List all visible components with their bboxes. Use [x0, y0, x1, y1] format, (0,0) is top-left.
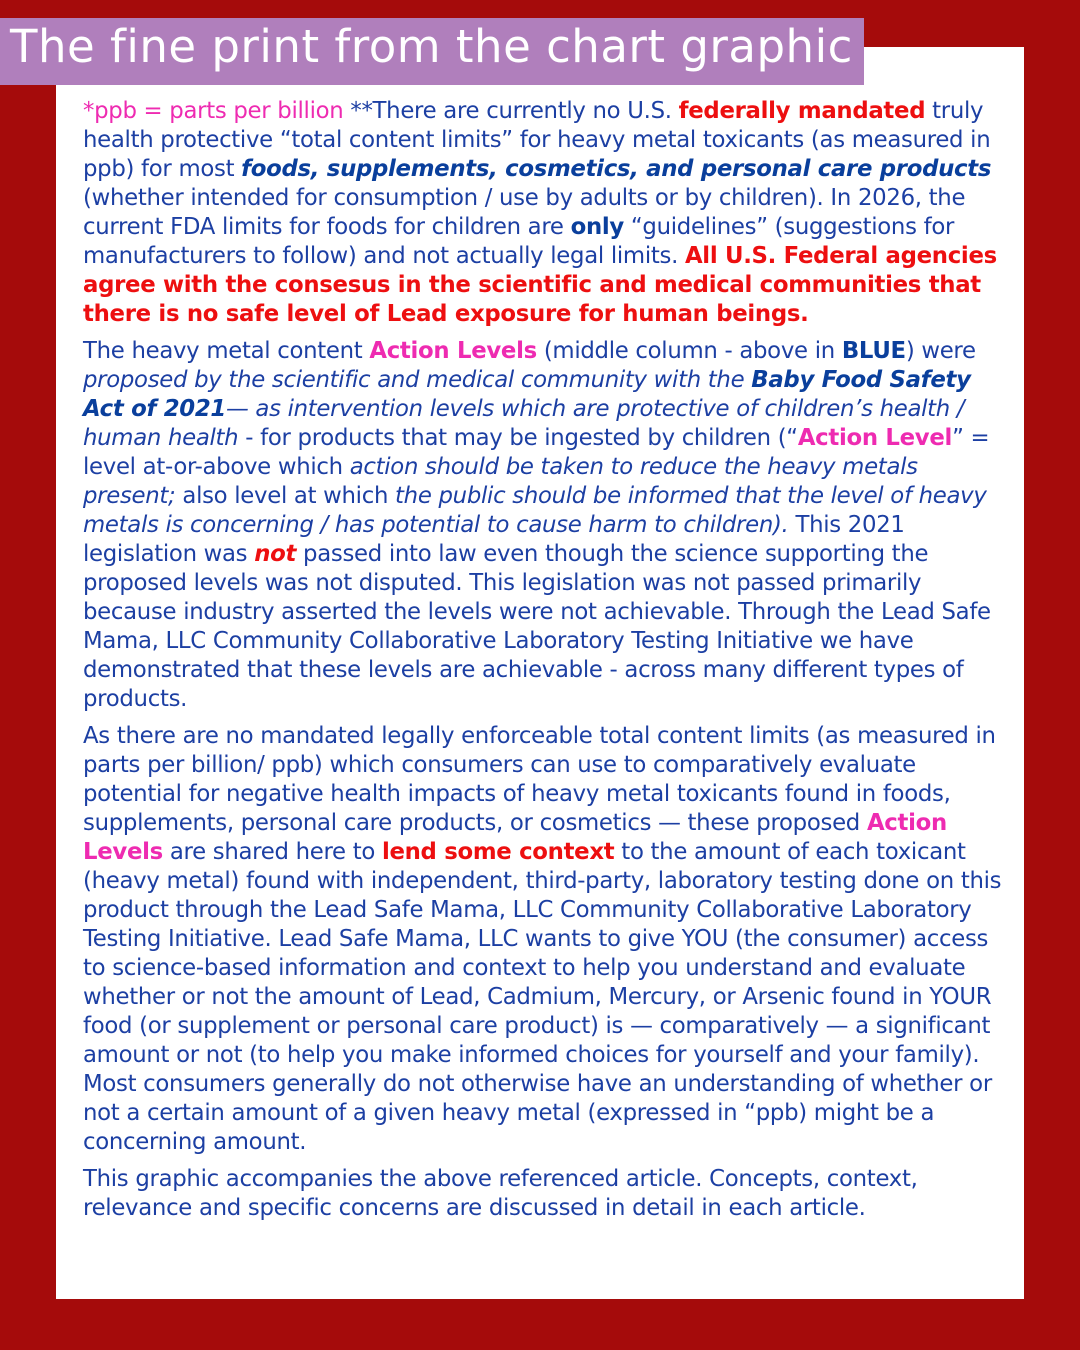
p3-text-2: are shared here to: [162, 839, 382, 865]
paragraph-4: [83, 1165, 1003, 1223]
p2-text-5: ” = level at-or-above which: [83, 425, 990, 480]
paragraph-3: [83, 722, 1003, 1157]
p2-text-3: ) were: [905, 338, 976, 364]
p1-text-2: truly health protective “total content limits” for heavy metal toxicants (as measured in ppb) for most: [83, 98, 991, 182]
p2-italic-3: action should be taken to reduce the heavy metals present;: [83, 454, 918, 509]
p2-text-1: The heavy metal content: [83, 338, 370, 364]
p2-text-7: This 2021 legislation was: [83, 512, 905, 567]
paragraph-gap: [83, 1157, 1003, 1165]
p1-text-4: “guidelines” (suggestions for manufacturers to follow) and not actually legal limits.: [83, 214, 955, 269]
only-emphasis: only: [570, 214, 624, 240]
paragraph-gap: [83, 714, 1003, 722]
paragraph-gap: [83, 329, 1003, 337]
paragraph-1: [83, 97, 1003, 329]
page-title: The fine print from the chart graphic: [10, 20, 853, 73]
p2-text-8: passed into law even though the science supporting the proposed levels was not disputed. This legislation was not passed primarily because industry asserted the levels were not achievable. Through the Lead Safe Mama, LLC Community Collaborative Laboratory Testing Initiative we have demonstrated that these levels are achievable - across many different types of products.: [83, 541, 991, 712]
fine-print-body: [83, 97, 1003, 1223]
action-levels-label: Action Levels: [369, 338, 537, 364]
blue-label: BLUE: [841, 338, 906, 364]
p2-italic-1: proposed by the scientific and medical community with the: [83, 367, 752, 393]
p1-text-3: (whether intended for consumption / use by adults or by children). In 2026, the current FDA limits for foods for children are: [83, 185, 966, 240]
title-banner: [0, 18, 864, 85]
p2-italic-4: the public should be informed that the level of heavy metals is concerning / has potential to cause harm to children).: [83, 483, 987, 538]
baby-food-safety-act: Baby Food Safety Act of 2021: [83, 367, 971, 422]
lend-some-context: lend some context: [381, 839, 615, 865]
p3-text-1: As there are no mandated legally enforceable total content limits (as measured in parts per billion/ ppb) which consumers can use to comparatively evaluate potential for negative health impacts of heavy metal toxicants found in foods, supplements, personal care products, or cosmetics — these proposed: [83, 723, 996, 836]
federally-mandated: federally mandated: [678, 98, 926, 124]
p2-text-4: - for products that may be ingested by children (“: [238, 425, 798, 451]
not-emphasis: not: [254, 541, 297, 567]
p2-italic-2: — as intervention levels which are protective of children’s health / human health: [83, 396, 965, 451]
p1-text-1: **There are currently no U.S.: [343, 98, 679, 124]
p2-text-6: also level at which: [175, 483, 396, 509]
lead-safety-statement: All U.S. Federal agencies agree with the consesus in the scientific and medical communities that there is no safe level of Lead exposure for human beings.: [83, 243, 997, 327]
paragraph-2: [83, 337, 1003, 714]
p2-text-2: (middle column - above in: [536, 338, 842, 364]
product-categories: foods, supplements, cosmetics, and personal care products: [241, 156, 992, 182]
ppb-note: *ppb = parts per billion: [83, 98, 344, 124]
p3-text-3: to the amount of each toxicant (heavy metal) found with independent, third-party, laboratory testing done on this product through the Lead Safe Mama, LLC Community Collaborative Laboratory Testing Initiative. Lead Safe Mama, LLC wants to give YOU (the consumer) access to science-based information and context to help you understand and evaluate whether or not the amount of Lead, Cadmium, Mercury, or Arsenic found in YOUR food (or supplement or personal care product) is — comparatively — a significant amount or not (to help you make informed choices for yourself and your family). Most consumers generally do not otherwise have an understanding of whether or not a certain amount of a given heavy metal (expressed in “ppb) might be a concerning amount.: [83, 839, 1002, 1155]
action-levels-label-2: Action Levels: [83, 810, 947, 865]
p4-text-1: This graphic accompanies the above referenced article. Concepts, context, relevance and specific concerns are discussed in detail in each article.: [83, 1166, 918, 1221]
action-level-label: Action Level: [797, 425, 953, 451]
